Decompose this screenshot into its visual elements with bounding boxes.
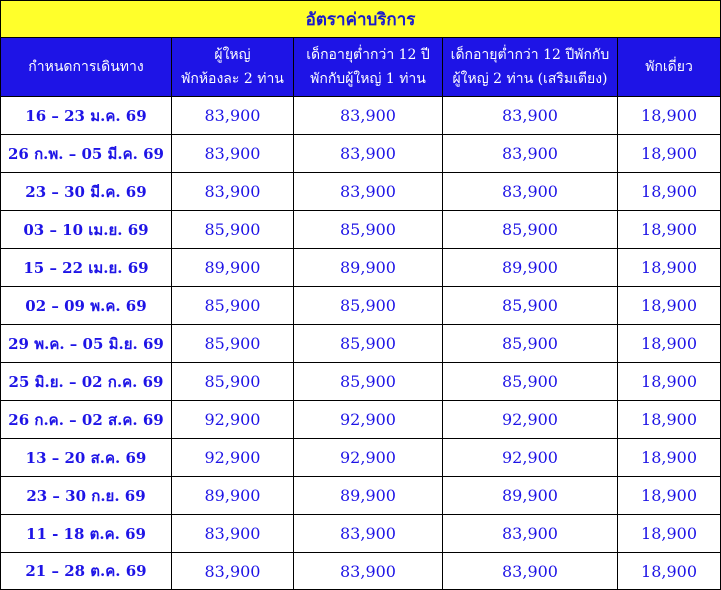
header-child-extra-bed: [443, 38, 618, 97]
price-child-one-adult-cell: 83,900: [294, 173, 443, 211]
price-child-extra-bed-cell: 92,900: [443, 401, 618, 439]
period-cell: 21 – 28 ต.ค. 69: [1, 553, 172, 590]
price-adult-cell: 85,900: [172, 363, 294, 401]
rate-body: [1, 97, 721, 590]
price-adult-cell: 92,900: [172, 401, 294, 439]
price-adult-cell: 83,900: [172, 553, 294, 590]
price-child-extra-bed-cell: 83,900: [443, 97, 618, 135]
period-cell: 16 – 23 ม.ค. 69: [1, 97, 172, 135]
table-row: [1, 439, 721, 477]
price-adult-cell: 92,900: [172, 439, 294, 477]
period-cell: 11 - 18 ต.ค. 69: [1, 515, 172, 553]
table-row: [1, 363, 721, 401]
price-single-cell: 18,900: [618, 211, 721, 249]
price-single-cell: 18,900: [618, 363, 721, 401]
price-single-cell: 18,900: [618, 135, 721, 173]
price-adult-cell: 83,900: [172, 97, 294, 135]
price-child-one-adult-cell: 89,900: [294, 249, 443, 287]
price-adult-cell: 83,900: [172, 135, 294, 173]
header-child-extra-bed-line2: ผู้ใหญ่ 2 ท่าน (เสริมเตียง): [452, 71, 608, 87]
header-child-one-adult: [294, 38, 443, 97]
table-row: [1, 211, 721, 249]
period-cell: 02 – 09 พ.ค. 69: [1, 287, 172, 325]
period-cell: 23 – 30 ก.ย. 69: [1, 477, 172, 515]
price-child-extra-bed-cell: 83,900: [443, 515, 618, 553]
header-period-line1: กำหนดการเดินทาง: [28, 59, 144, 75]
price-single-cell: 18,900: [618, 325, 721, 363]
price-child-one-adult-cell: 92,900: [294, 439, 443, 477]
price-child-one-adult-cell: 83,900: [294, 515, 443, 553]
price-adult-cell: 83,900: [172, 515, 294, 553]
price-single-cell: 18,900: [618, 173, 721, 211]
table-row: [1, 97, 721, 135]
table-row: [1, 135, 721, 173]
price-adult-cell: 85,900: [172, 325, 294, 363]
table-row: [1, 515, 721, 553]
price-child-one-adult-cell: 83,900: [294, 553, 443, 590]
price-single-cell: 18,900: [618, 515, 721, 553]
price-single-cell: 18,900: [618, 249, 721, 287]
price-single-cell: 18,900: [618, 97, 721, 135]
header-child-extra-bed-line1: เด็กอายุต่ำกว่า 12 ปีพักกับ: [450, 47, 610, 63]
period-cell: 29 พ.ค. – 05 มิ.ย. 69: [1, 325, 172, 363]
period-cell: 26 ก.ค. – 02 ส.ค. 69: [1, 401, 172, 439]
price-adult-cell: 89,900: [172, 477, 294, 515]
period-cell: 15 – 22 เม.ย. 69: [1, 249, 172, 287]
period-cell: 25 มิ.ย. – 02 ก.ค. 69: [1, 363, 172, 401]
price-adult-cell: 83,900: [172, 173, 294, 211]
period-cell: 26 ก.พ. – 05 มี.ค. 69: [1, 135, 172, 173]
table-row: [1, 173, 721, 211]
price-child-one-adult-cell: 85,900: [294, 325, 443, 363]
header-row: [1, 38, 721, 97]
price-child-one-adult-cell: 85,900: [294, 211, 443, 249]
table-row: [1, 553, 721, 590]
price-single-cell: 18,900: [618, 439, 721, 477]
price-child-extra-bed-cell: 89,900: [443, 477, 618, 515]
price-child-extra-bed-cell: 85,900: [443, 363, 618, 401]
price-child-one-adult-cell: 83,900: [294, 97, 443, 135]
table-row: [1, 477, 721, 515]
price-single-cell: 18,900: [618, 477, 721, 515]
table-row: [1, 287, 721, 325]
price-child-extra-bed-cell: 83,900: [443, 135, 618, 173]
header-child-one-adult-line2: พักกับผู้ใหญ่ 1 ท่าน: [310, 71, 426, 87]
title-row: [1, 1, 721, 38]
price-single-cell: 18,900: [618, 401, 721, 439]
table-row: [1, 401, 721, 439]
price-child-extra-bed-cell: 85,900: [443, 211, 618, 249]
price-adult-cell: 85,900: [172, 211, 294, 249]
header-period: [1, 38, 172, 97]
price-adult-cell: 85,900: [172, 287, 294, 325]
table-row: [1, 325, 721, 363]
price-child-extra-bed-cell: 83,900: [443, 173, 618, 211]
period-cell: 23 – 30 มี.ค. 69: [1, 173, 172, 211]
price-child-extra-bed-cell: 83,900: [443, 553, 618, 590]
price-child-one-adult-cell: 89,900: [294, 477, 443, 515]
price-single-cell: 18,900: [618, 553, 721, 590]
price-child-extra-bed-cell: 92,900: [443, 439, 618, 477]
header-single-line1: พักเดี่ยว: [645, 59, 693, 75]
price-single-cell: 18,900: [618, 287, 721, 325]
price-adult-cell: 89,900: [172, 249, 294, 287]
price-child-extra-bed-cell: 85,900: [443, 287, 618, 325]
header-child-one-adult-line1: เด็กอายุต่ำกว่า 12 ปี: [306, 47, 430, 63]
period-cell: 03 – 10 เม.ย. 69: [1, 211, 172, 249]
price-child-one-adult-cell: 92,900: [294, 401, 443, 439]
header-adult-line1: ผู้ใหญ่: [214, 47, 251, 63]
price-child-one-adult-cell: 83,900: [294, 135, 443, 173]
table-title: อัตราค่าบริการ: [1, 1, 721, 38]
header-adult: [172, 38, 294, 97]
price-child-one-adult-cell: 85,900: [294, 287, 443, 325]
price-child-one-adult-cell: 85,900: [294, 363, 443, 401]
header-adult-line2: พักห้องละ 2 ท่าน: [181, 71, 284, 87]
price-child-extra-bed-cell: 85,900: [443, 325, 618, 363]
price-child-extra-bed-cell: 89,900: [443, 249, 618, 287]
period-cell: 13 – 20 ส.ค. 69: [1, 439, 172, 477]
header-single: [618, 38, 721, 97]
table-row: [1, 249, 721, 287]
